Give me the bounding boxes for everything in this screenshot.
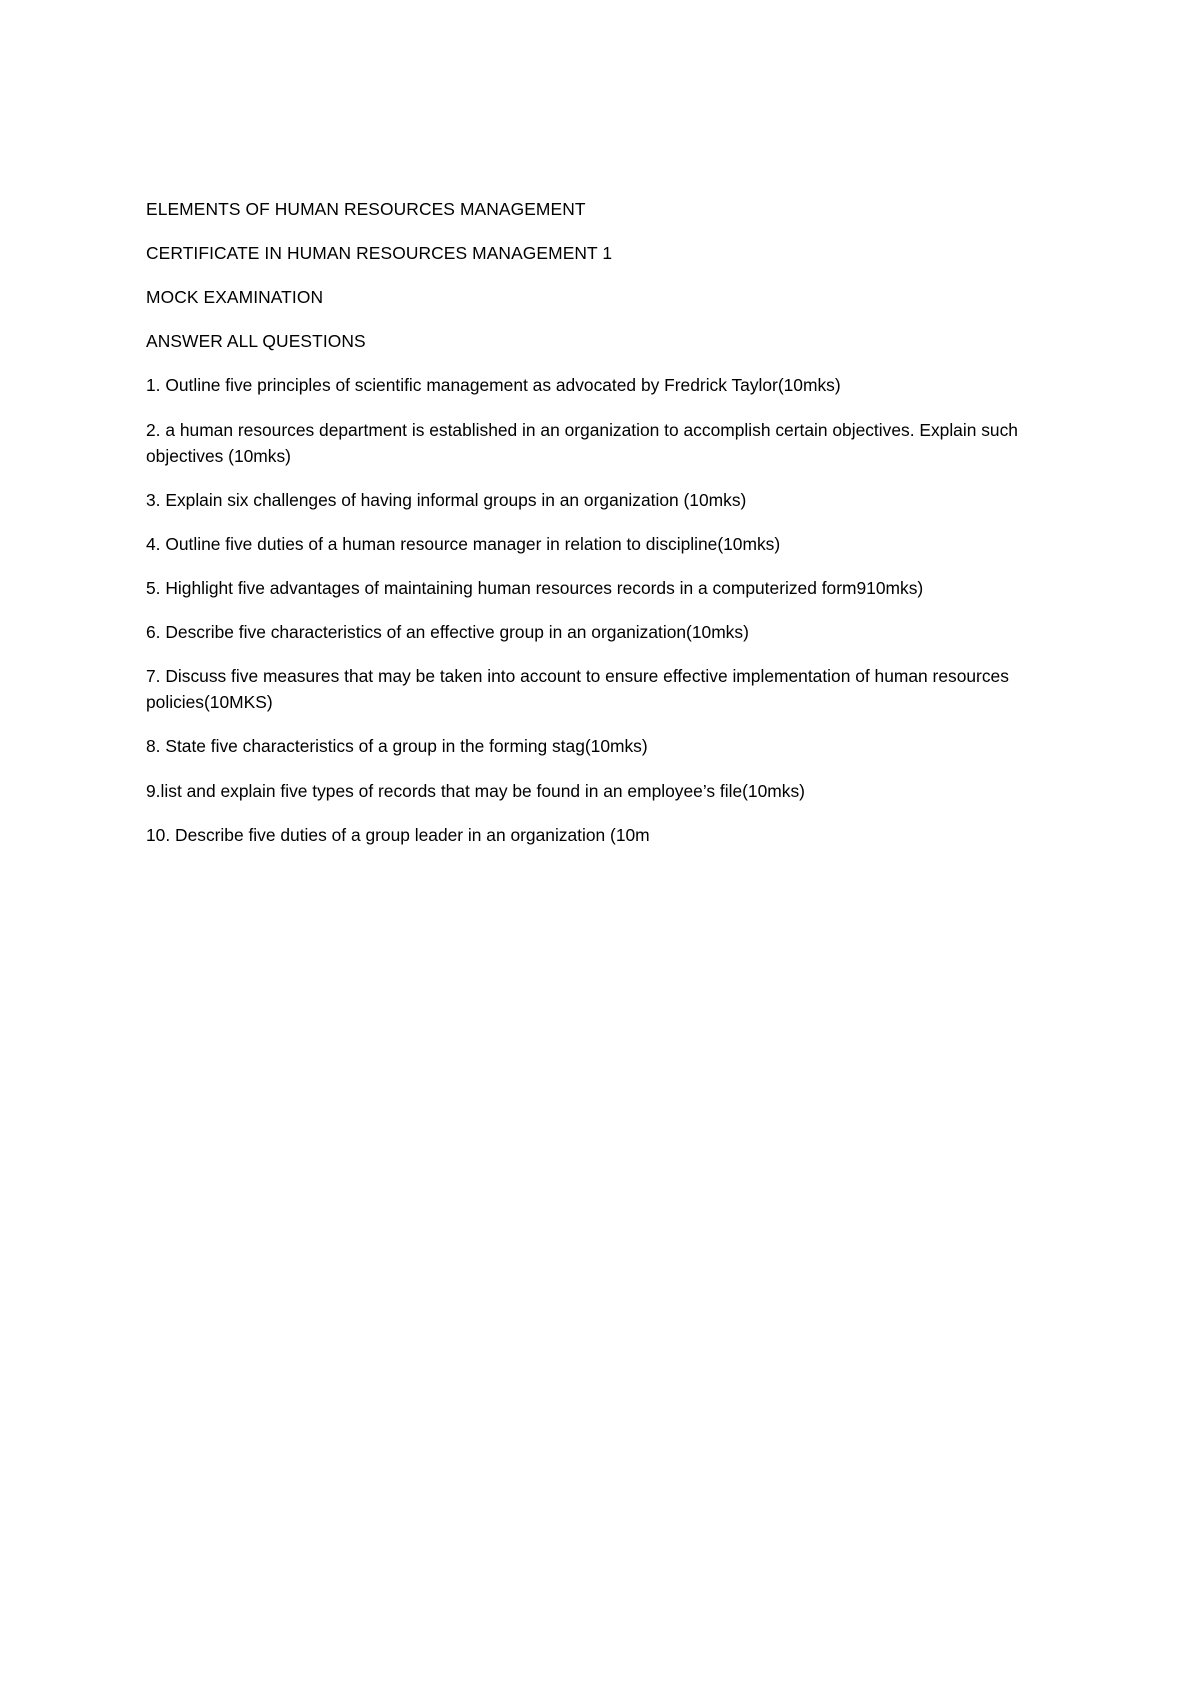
question-number: 5. — [146, 577, 161, 598]
question-number: 7. — [146, 666, 161, 687]
question-text: State five characteristics of a group in the forming stag(10mks) — [160, 736, 648, 757]
question-number: 6. — [146, 622, 161, 643]
question-8 — [146, 733, 1086, 759]
question-6 — [146, 619, 1086, 645]
question-number: 8. — [146, 736, 161, 757]
question-text: Outline five principles of scientific management as advocated by Fredrick Taylor(10mks) — [160, 375, 841, 396]
exam-type: MOCK EXAMINATION — [146, 287, 324, 308]
certificate-title: CERTIFICATE IN HUMAN RESOURCES MANAGEMENT 1 — [146, 243, 613, 264]
question-number: 4. — [146, 533, 161, 554]
question-text: Outline five duties of a human resource manager in relation to discipline(10mks) — [160, 533, 781, 554]
question-number: 3. — [146, 489, 161, 510]
question-number: 1. — [146, 375, 161, 396]
question-text: Describe five duties of a group leader in an organization (10m — [170, 824, 650, 845]
exam-content — [146, 196, 1086, 866]
question-10 — [146, 822, 1086, 848]
question-2 — [146, 417, 1086, 469]
question-text: Highlight five advantages of maintaining human resources records in a computerized form910mks) — [160, 577, 924, 598]
question-1 — [146, 372, 1086, 398]
question-number: 2. — [146, 419, 161, 440]
question-3 — [146, 487, 1086, 513]
question-text: Discuss five measures that may be taken into account to ensure effective implementation of human resources policies(10MKS) — [146, 666, 1009, 713]
question-4 — [146, 531, 1086, 557]
question-5 — [146, 575, 1086, 601]
instructions: ANSWER ALL QUESTIONS — [146, 331, 366, 352]
question-text: Describe five characteristics of an effective group in an organization(10mks) — [160, 622, 749, 643]
question-text: list and explain five types of records that may be found in an employee’s file(10mks) — [160, 780, 805, 801]
course-title: ELEMENTS OF HUMAN RESOURCES MANAGEMENT — [146, 199, 586, 219]
question-number: 10. — [146, 824, 171, 845]
question-number: 9. — [146, 780, 161, 801]
question-7 — [146, 663, 1086, 715]
question-text: Explain six challenges of having informal groups in an organization (10mks) — [160, 489, 747, 510]
question-9 — [146, 778, 1086, 804]
question-text: a human resources department is established in an organization to accomplish certain objectives. Explain such objectives (10mks) — [146, 419, 1018, 466]
